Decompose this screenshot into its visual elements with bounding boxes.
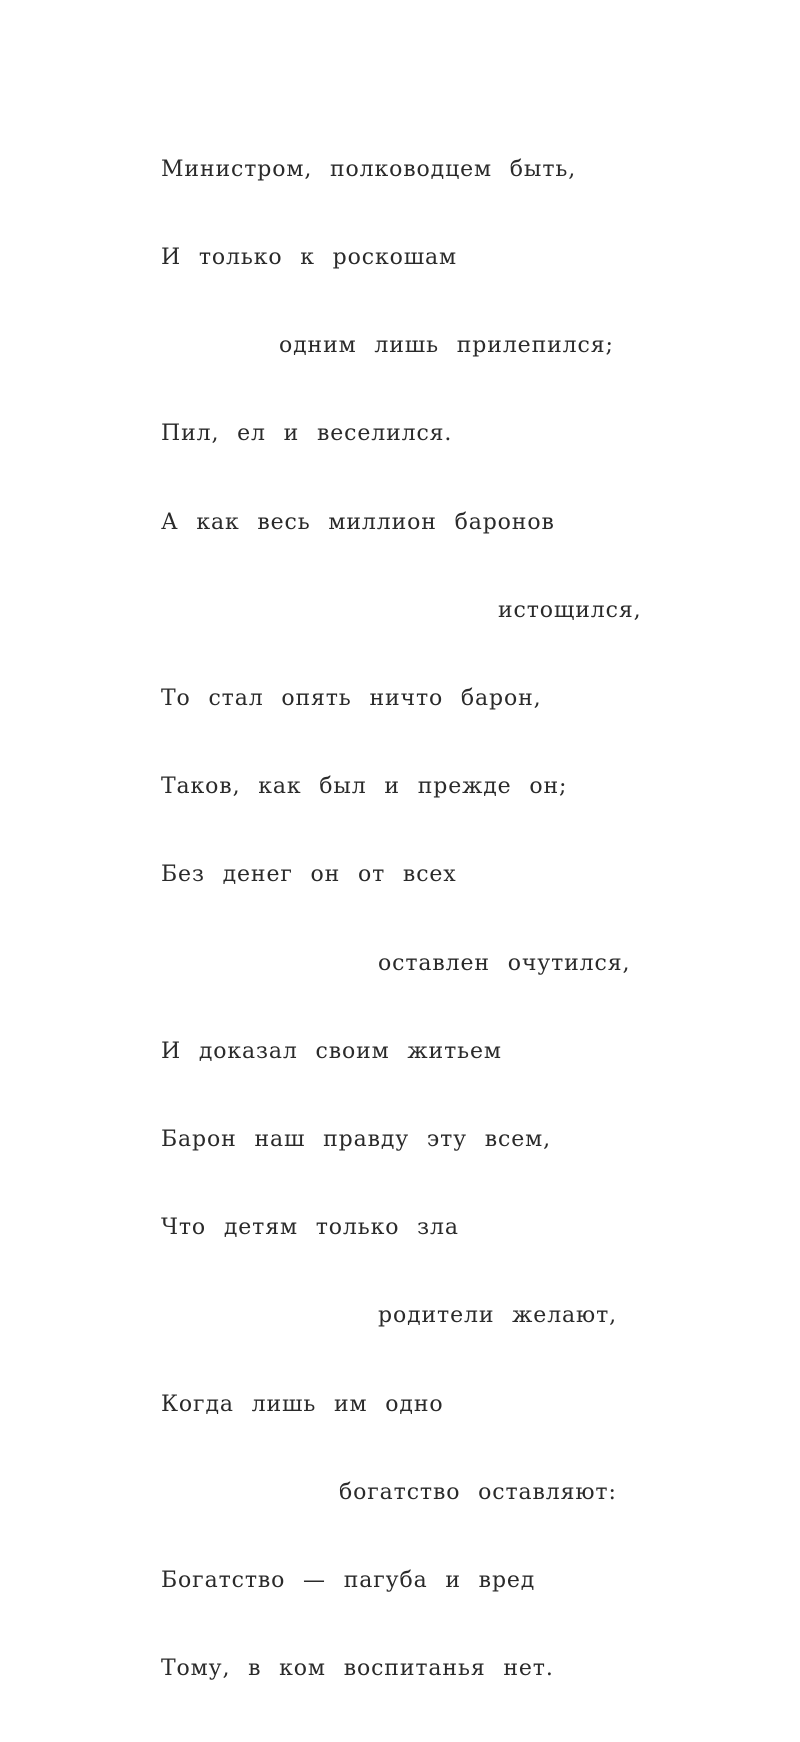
poem-line: родители желают,	[378, 1303, 618, 1329]
poem-line: Без денег он от всех	[161, 862, 457, 888]
poem-line: Что детям только зла	[161, 1215, 459, 1241]
poem-line: богатство оставляют:	[339, 1479, 617, 1505]
poem-line: оставлен очутился,	[378, 950, 631, 976]
poem-line: Богатство — пагуба и вред	[161, 1568, 536, 1594]
poem-line: Таков, как был и прежде он;	[161, 774, 568, 800]
poem-line: истощился,	[498, 597, 642, 623]
poem-text	[161, 96, 721, 1742]
poem-line: То стал опять ничто барон,	[161, 686, 542, 712]
poem-line: И только к роскошам	[161, 245, 458, 271]
poem-line: Тому, в ком воспитанья нет.	[161, 1656, 554, 1682]
poem-line: Министром, полководцем быть,	[161, 156, 577, 182]
poem-line: Пил, ел и веселился.	[161, 421, 453, 447]
poem-line: Когда лишь им одно	[161, 1391, 444, 1417]
poem-line: Барон наш правду эту всем,	[161, 1127, 551, 1153]
poem-line: А как весь миллион баронов	[161, 509, 555, 535]
poem-line: И доказал своим житьем	[161, 1038, 502, 1064]
poem-line: одним лишь прилепился;	[279, 333, 614, 359]
